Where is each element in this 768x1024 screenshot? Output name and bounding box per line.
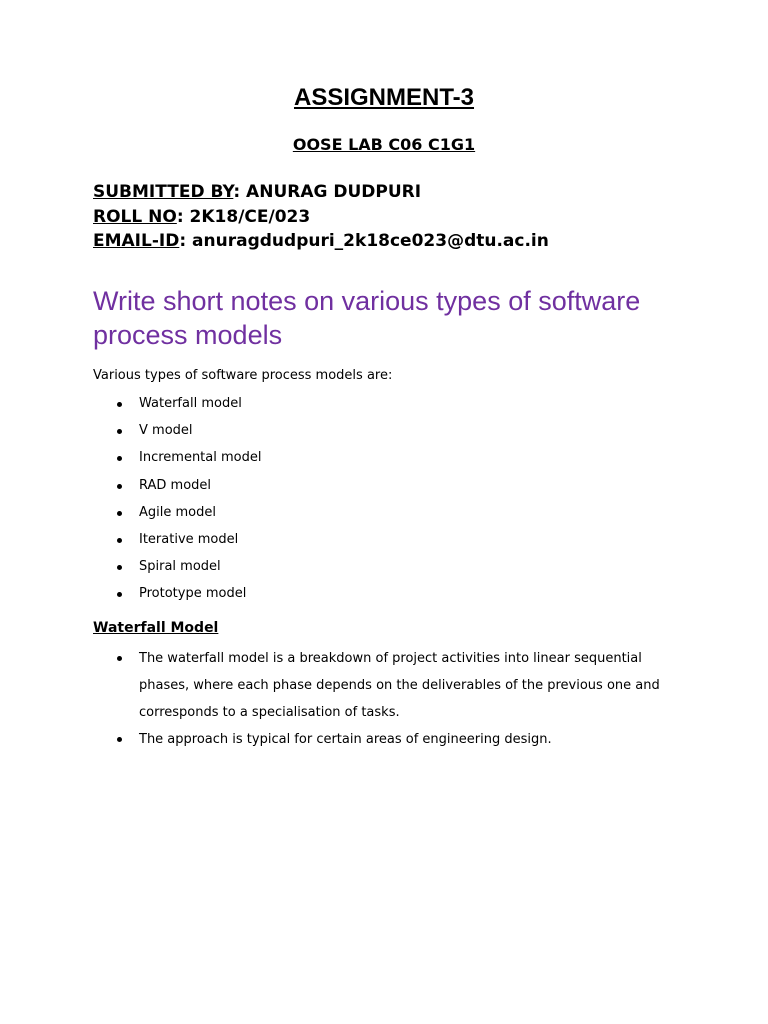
list-item: The waterfall model is a breakdown of project activities into linear sequential phases, where each phase depends on the deliverables of the previous one and corresponds to a specialisation of tasks. (93, 645, 673, 726)
intro-text: Various types of software process models are: (93, 368, 393, 383)
list-item: Prototype model (93, 583, 261, 610)
waterfall-points (93, 645, 673, 753)
email-label: EMAIL-ID (93, 231, 180, 251)
list-item: Incremental model (93, 447, 261, 474)
lab-subtitle: OOSE LAB C06 C1G1 (292, 135, 476, 154)
model-list (93, 393, 261, 611)
list-item: V model (93, 420, 261, 447)
list-item: The approach is typical for certain areas of engineering design. (93, 726, 673, 753)
section-heading: Write short notes on various types of software process models (93, 286, 641, 350)
list-item: RAD model (93, 475, 261, 502)
roll-no-line (93, 205, 310, 229)
list-item: Agile model (93, 502, 261, 529)
list-item: Waterfall model (93, 393, 261, 420)
submitted-by-value: : ANURAG DUDPURI (233, 182, 422, 202)
list-item: Spiral model (93, 556, 261, 583)
assignment-title: ASSIGNMENT-3 (293, 84, 475, 111)
roll-no-label: ROLL NO (93, 207, 177, 227)
waterfall-heading: Waterfall Model (93, 620, 219, 636)
submitted-by-line (93, 180, 421, 204)
list-item: Iterative model (93, 529, 261, 556)
email-value: : anuragdudpuri_2k18ce023@dtu.ac.in (179, 231, 549, 251)
email-line (93, 229, 549, 253)
submitted-by-label: SUBMITTED BY (93, 182, 234, 202)
roll-no-value: : 2K18/CE/023 (176, 207, 311, 227)
